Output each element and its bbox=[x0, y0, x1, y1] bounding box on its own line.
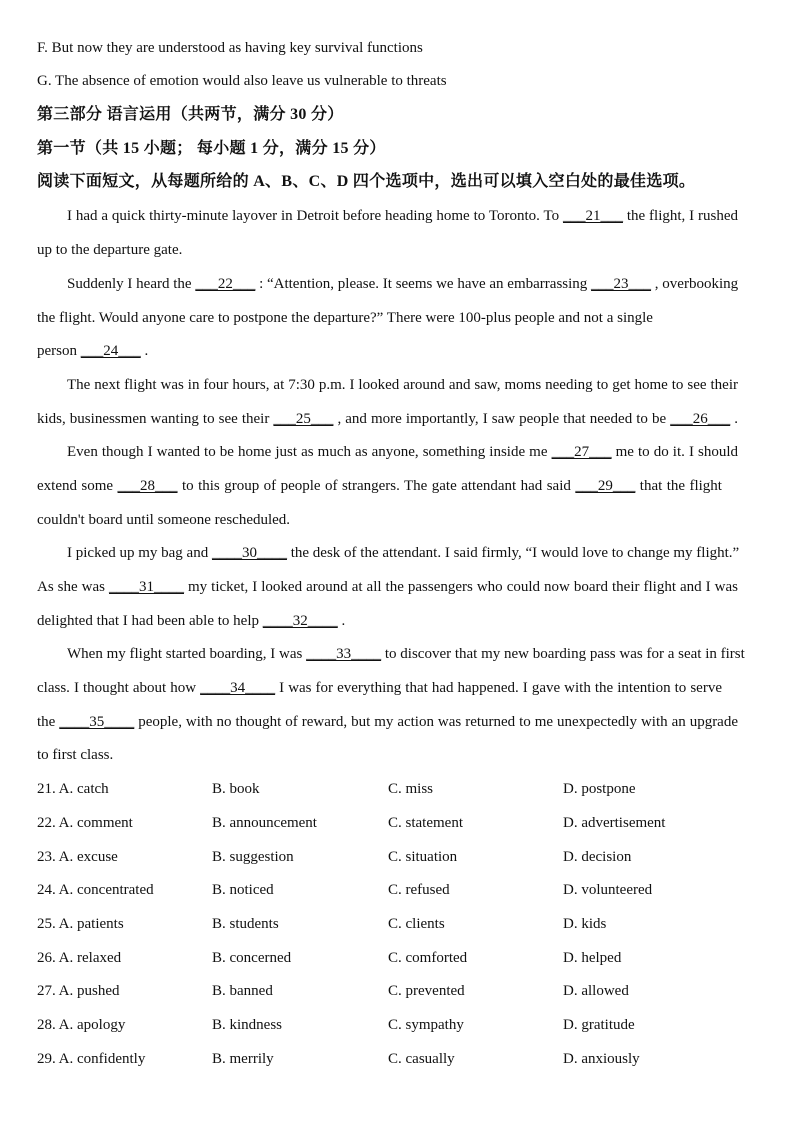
option-a: 25. A. patients bbox=[37, 916, 124, 932]
text: to this group of people of strangers. The gate attendant had said bbox=[177, 478, 576, 494]
instructions: 阅读下面短文，从每题所给的 A、B、C、D 四个选项中，选出可以填入空白处的最佳选项。 bbox=[37, 173, 696, 190]
blank-31: ____31____ bbox=[109, 579, 184, 595]
option-d: D. helped bbox=[563, 950, 622, 966]
text: . bbox=[140, 343, 149, 359]
passage-line bbox=[67, 543, 738, 563]
text: When my flight started boarding, I was bbox=[67, 646, 307, 662]
blank-29: ___29___ bbox=[575, 478, 636, 494]
blank-33: ____33____ bbox=[306, 646, 382, 662]
passage-line: to first class. bbox=[37, 747, 114, 763]
blank-30: ____30____ bbox=[211, 545, 287, 561]
option-a: 24. A. concentrated bbox=[37, 882, 154, 898]
text: the desk of the attendant. I said firmly, “I would love to change my flight.” bbox=[286, 545, 740, 561]
option-a: 21. A. catch bbox=[37, 781, 109, 797]
passage-line bbox=[37, 341, 148, 361]
blank-24: ___24___ bbox=[80, 343, 141, 359]
option-c: C. casually bbox=[388, 1051, 455, 1067]
text: I picked up my bag and bbox=[67, 545, 212, 561]
subsection-title: 第一节（共 15 小题； 每小题 1 分，满分 15 分） bbox=[37, 140, 386, 157]
passage-line: couldn't board until someone rescheduled. bbox=[37, 512, 291, 528]
passage-line bbox=[37, 611, 345, 631]
option-c: C. situation bbox=[388, 849, 458, 865]
option-d: D. allowed bbox=[563, 983, 629, 999]
option-d: D. decision bbox=[563, 849, 632, 865]
passage-line: the flight. Would anyone care to postpone the departure?” There were 100-plus people and not a single bbox=[37, 310, 653, 326]
text: class. I thought about how bbox=[37, 680, 201, 696]
option-c: C. prevented bbox=[388, 983, 465, 999]
passage-line bbox=[37, 678, 722, 698]
text: , and more importantly, I saw people that needed to be bbox=[333, 411, 671, 427]
option-d: D. volunteered bbox=[563, 882, 653, 898]
option-a: 28. A. apology bbox=[37, 1017, 126, 1033]
text: . bbox=[730, 411, 739, 427]
option-b: B. banned bbox=[212, 983, 273, 999]
text: Suddenly I heard the bbox=[67, 276, 196, 292]
text: extend some bbox=[37, 478, 118, 494]
option-b: B. merrily bbox=[212, 1051, 274, 1067]
option-d: D. postpone bbox=[563, 781, 636, 797]
passage-line: The next flight was in four hours, at 7:30 p.m. I looked around and saw, moms needing to get home to see their bbox=[67, 377, 738, 393]
option-f: F. But now they are understood as having key survival functions bbox=[37, 40, 423, 56]
text: person bbox=[37, 343, 81, 359]
blank-34: ____34____ bbox=[200, 680, 276, 696]
text: delighted that I had been able to help bbox=[37, 613, 263, 629]
option-b: B. kindness bbox=[212, 1017, 283, 1033]
text: the flight, I rushed bbox=[622, 208, 738, 224]
passage-line bbox=[67, 442, 738, 462]
blank-21: ___21___ bbox=[562, 208, 623, 224]
option-d: D. anxiously bbox=[563, 1051, 640, 1067]
text: As she was bbox=[37, 579, 109, 595]
section-title: 第三部分 语言运用（共两节，满分 30 分） bbox=[37, 106, 344, 123]
text: . bbox=[337, 613, 346, 629]
option-g: G. The absence of emotion would also leave us vulnerable to threats bbox=[37, 73, 447, 89]
option-a: 27. A. pushed bbox=[37, 983, 120, 999]
option-a: 22. A. comment bbox=[37, 815, 133, 831]
option-b: B. suggestion bbox=[212, 849, 294, 865]
passage-line bbox=[67, 206, 738, 226]
option-c: C. clients bbox=[388, 916, 445, 932]
option-d: D. kids bbox=[563, 916, 607, 932]
blank-22: ___22___ bbox=[195, 276, 256, 292]
passage-line bbox=[67, 644, 745, 664]
option-b: B. announcement bbox=[212, 815, 317, 831]
passage-line: up to the departure gate. bbox=[37, 242, 183, 258]
blank-25: ___25___ bbox=[273, 411, 334, 427]
option-b: B. students bbox=[212, 916, 279, 932]
option-a: 29. A. confidently bbox=[37, 1051, 146, 1067]
text: people, with no thought of reward, but my action was returned to me unexpectedly with an upgrade bbox=[134, 714, 738, 730]
option-c: C. comforted bbox=[388, 950, 468, 966]
text: kids, businessmen wanting to see their bbox=[37, 411, 274, 427]
text: that the flight bbox=[635, 478, 722, 494]
passage-line bbox=[67, 274, 738, 294]
text: Even though I wanted to be home just as much as anyone, something inside me bbox=[67, 444, 552, 460]
option-c: C. refused bbox=[388, 882, 450, 898]
option-b: B. book bbox=[212, 781, 260, 797]
text: me to do it. I should bbox=[611, 444, 739, 460]
option-a: 23. A. excuse bbox=[37, 849, 118, 865]
option-b: B. noticed bbox=[212, 882, 274, 898]
option-c: C. sympathy bbox=[388, 1017, 464, 1033]
blank-28: ___28___ bbox=[117, 478, 178, 494]
text: to discover that my new boarding pass was for a seat in first bbox=[381, 646, 745, 662]
option-c: C. miss bbox=[388, 781, 434, 797]
passage-line bbox=[37, 476, 722, 496]
text: : “Attention, please. It seems we have an embarrassing bbox=[255, 276, 592, 292]
text: the bbox=[37, 714, 60, 730]
passage-line bbox=[37, 577, 738, 597]
blank-27: ___27___ bbox=[551, 444, 612, 460]
text: I had a quick thirty-minute layover in Detroit before heading home to Toronto. To bbox=[67, 208, 563, 224]
blank-35: ____35____ bbox=[59, 714, 135, 730]
option-b: B. concerned bbox=[212, 950, 292, 966]
passage-line bbox=[37, 409, 738, 429]
text: my ticket, I looked around at all the passengers who could now board their flight and I was bbox=[184, 579, 738, 595]
blank-26: ___26___ bbox=[670, 411, 731, 427]
passage-line bbox=[37, 712, 738, 732]
text: I was for everything that had happened. I gave with the intention to serve bbox=[275, 680, 722, 696]
blank-23: ___23___ bbox=[591, 276, 652, 292]
blank-32: ____32____ bbox=[262, 613, 338, 629]
option-d: D. advertisement bbox=[563, 815, 666, 831]
option-d: D. gratitude bbox=[563, 1017, 635, 1033]
text: , overbooking bbox=[651, 276, 739, 292]
option-a: 26. A. relaxed bbox=[37, 950, 122, 966]
option-c: C. statement bbox=[388, 815, 463, 831]
